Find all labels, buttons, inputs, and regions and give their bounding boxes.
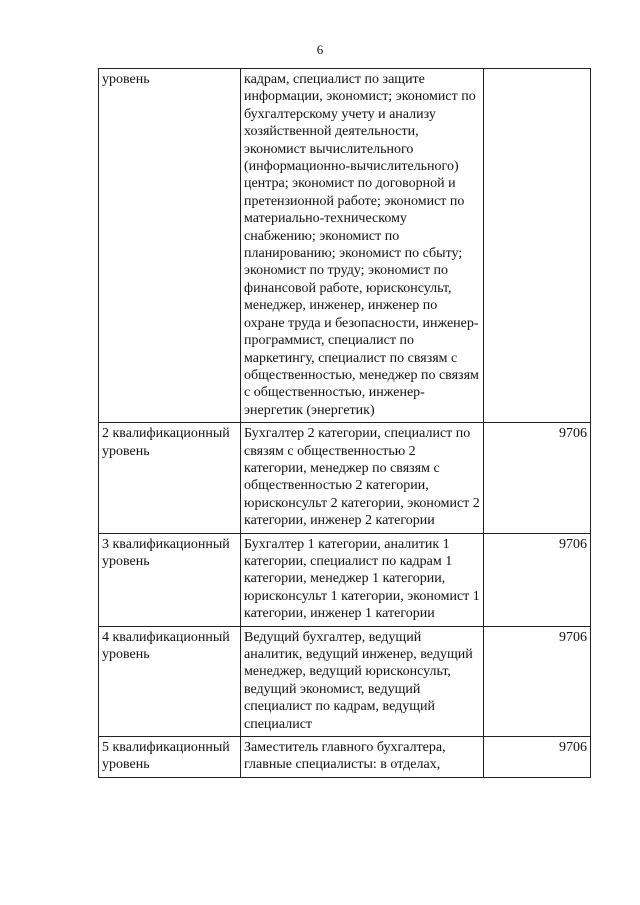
salary-cell: 9706 [484, 737, 591, 778]
table-row [99, 533, 591, 626]
positions-cell: Бухгалтер 1 категории, аналитик 1 категории, специалист по кадрам 1 категории, менеджер 1 категории, юрисконсульт 1 категории, экономист 1 категории, инженер 1 категории [241, 533, 484, 626]
qualification-table [98, 68, 591, 778]
salary-cell: 9706 [484, 423, 591, 533]
positions-cell: Заместитель главного бухгалтера, главные специалисты: в отделах, [241, 737, 484, 778]
table-row [99, 626, 591, 736]
qualification-level-cell: уровень [99, 69, 241, 423]
table-row [99, 423, 591, 533]
positions-cell: Ведущий бухгалтер, ведущий аналитик, ведущий инженер, ведущий менеджер, ведущий юрисконсульт, ведущий экономист, ведущий специалист по кадрам, ведущий специалист [241, 626, 484, 736]
page-number: 6 [316, 42, 324, 57]
table-row [99, 737, 591, 778]
qualification-level-cell: 2 квалификационный уровень [99, 423, 241, 533]
positions-cell: Бухгалтер 2 категории, специалист по связям с общественностью 2 категории, менеджер по связям с общественностью 2 категории, юрисконсульт 2 категории, экономист 2 категории, инженер 2 категории [241, 423, 484, 533]
table-row [99, 69, 591, 423]
salary-cell: 9706 [484, 533, 591, 626]
salary-cell [484, 69, 591, 423]
qualification-level-cell: 3 квалификационный уровень [99, 533, 241, 626]
qualification-level-cell: 5 квалификационный уровень [99, 737, 241, 778]
qualification-level-cell: 4 квалификационный уровень [99, 626, 241, 736]
positions-cell: кадрам, специалист по защите информации, экономист; экономист по бухгалтерскому учету и анализу хозяйственной деятельности, экономист вычислительного (информационно-вычислительного) центра; экономист по договорной и претензионной работе; экономист по материально-техническому снабжению; экономист по планированию; экономист по сбыту; экономист по труду; экономист по финансовой работе, юрисконсульт, менеджер, инженер, инженер по охране труда и безопасности, инженер-программист, специалист по маркетингу, специалист по связям с общественностью, менеджер по связям с общественностью, инженер-энергетик (энергетик) [241, 69, 484, 423]
salary-cell: 9706 [484, 626, 591, 736]
